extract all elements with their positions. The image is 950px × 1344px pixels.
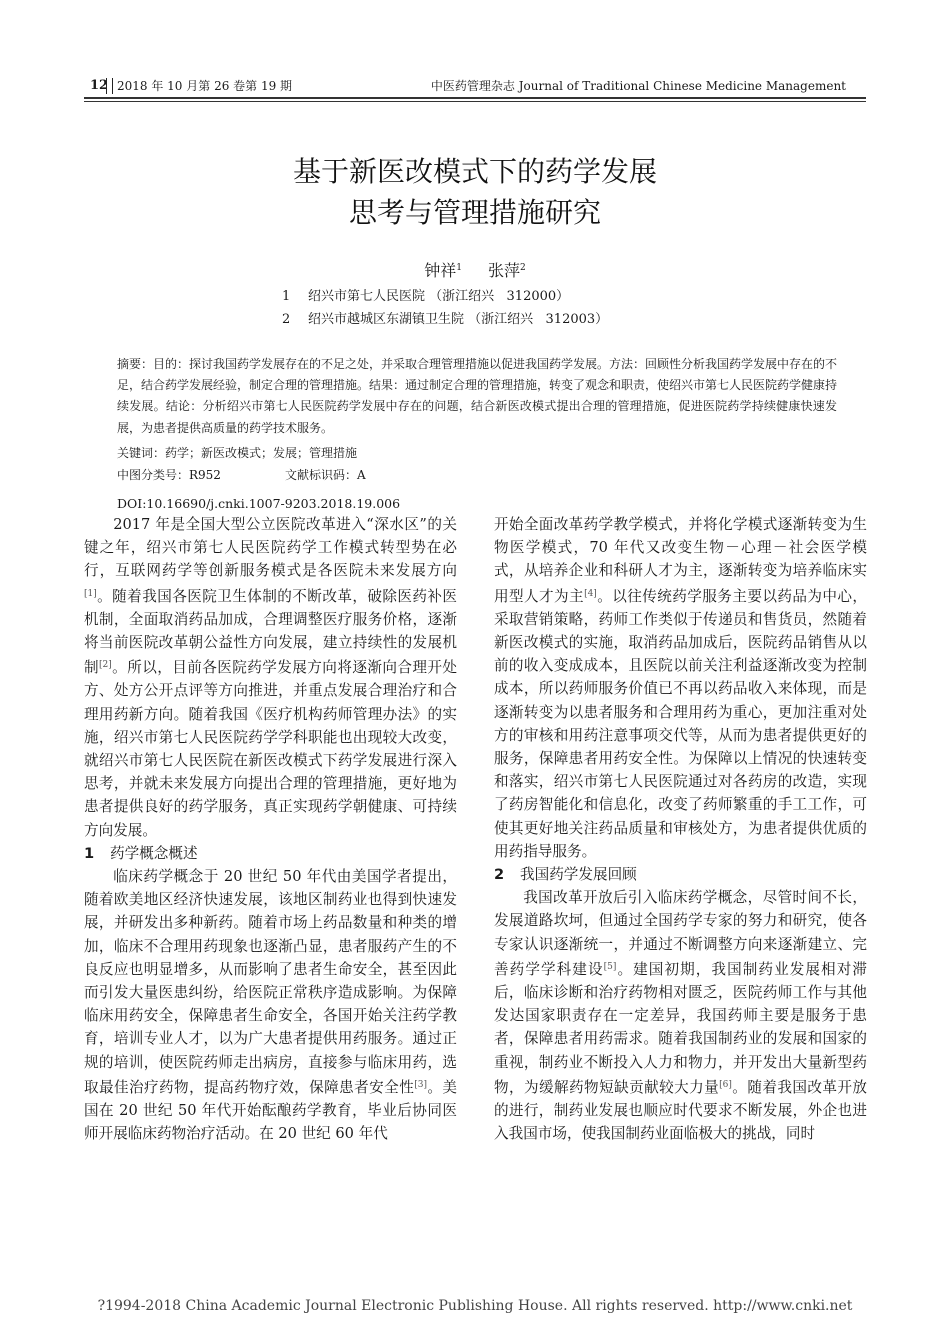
- paragraph: 我国改革开放后引入临床药学概念，尽管时间不长，发展道路坎坷，但通过全国药学专家的努力和研究，使各专家认识逐渐统一，并通过不断调整方向来逐渐建立、完善药学学科建设[5]。建国初期，我国制药业发展相对滞后，临床诊断和治疗药物相对匮乏，医院药师工作与其他发达国家职责存在一定差异，我国药师主要是服务于患者，保障患者用药需求。随着我国制药业的发展和国家的重视，制药业不断投入人力和物力，并开发出大量新型药物，为缓解药物短缺贡献较大力量[6]。随着我国改革开放的进行，制药业发展也顺应时代要求不断发展，外企也进入我国市场，使我国制药业面临极大的挑战，同时: [494, 889, 867, 1143]
- affiliation-1: [282, 287, 569, 307]
- citation-ref: [4]: [584, 588, 597, 599]
- abstract: 摘要：目的：探讨我国药学发展存在的不足之处，并采取合理管理措施以促进我国药学发展。方法：回顾性分析我国药学发展中存在的不足，结合药学发展经验，制定合理的管理措施。结果：通过制定合理的管理措施，转变了观念和职责，使绍兴市第七人民医院药学健康持续发展。结论：分析绍兴市第七人民医院药学发展中存在的问题，结合新医改模式提出合理的管理措施，促进医院药学持续健康快速发展，为患者提供高质量的药学技术服务。: [117, 357, 838, 435]
- page-number: 12: [90, 78, 109, 93]
- paragraph: 2017 年是全国大型公立医院改革进入“深水区”的关键之年，绍兴市第七人民医院药学工作模式转型势在必行，互联网药学等创新服务模式是各医院未来发展方向[1]。随着我国各医院卫生体制的不断改革，破除医药补医机制，全面取消药品加成，合理调整医疗服务价格，逐渐将当前医院改革朝公益性方向发展，建立持续性的发展机制[2]。所以，目前各医院药学发展方向将逐渐向合理开处方、处方公开点评等方向推进，并重点发展合理治疗和合理用药新方向。随着我国《医疗机构药师管理办法》的实施，绍兴市第七人民医院药学学科职能也出现较大改变，就绍兴市第七人民医院在新医改模式下药学发展进行深入思考，并就未来发展方向提出合理的管理措施，更好地为患者提供良好的药学服务，真正实现药学朝健康、可持续方向发展。: [84, 516, 457, 839]
- document-code: 文献标识码：A: [285, 468, 366, 482]
- author-name: 张萍: [488, 261, 521, 280]
- citation-ref: [2]: [99, 660, 112, 671]
- affiliation-2: [282, 310, 608, 330]
- affiliation-text: 绍兴市越城区东湖镇卫生院 （浙江绍兴 312003）: [308, 312, 609, 327]
- classification-number: 中图分类号：R952: [117, 468, 221, 482]
- citation-ref: [1]: [84, 588, 97, 599]
- section-heading-1: 1 药学概念概述: [84, 844, 198, 862]
- journal-name: 中医药管理杂志 Journal of Traditional Chinese Medicine Management: [430, 79, 846, 93]
- issue-info: 2018 年 10 月第 26 卷第 19 期: [117, 79, 293, 93]
- author-name: 钟祥: [424, 261, 457, 280]
- affiliation-number: 1: [282, 289, 291, 304]
- affiliation-number: 2: [282, 312, 291, 327]
- body-column-left: [84, 513, 457, 1145]
- keywords: 关键词：药学；新医改模式；发展；管理措施: [117, 446, 358, 460]
- body-column-right: [494, 513, 867, 1145]
- author-line: [0, 256, 950, 283]
- paragraph: 开始全面改革药学教学模式，并将化学模式逐渐转变为生物医学模式，70 年代又改变生物－心理－社会医学模式，从培养企业和科研人才为主，逐渐转变为培养临床实用型人才为主[4]。以往传统药学服务主要以药品为中心，采取营销策略，药师工作类似于传递员和售货员，然随着新医改模式的实施，取消药品加成后，医院药品销售从以前的收入变成成本，且医院以前关注利益逐渐改变为控制成本，所以药师服务价值已不再以药品收入来体现，而是逐渐转变为以患者服务和合理用药为重心，更加注重对处方的审核和用药注意事项交代等，从而为患者提供更好的服务，保障患者用药安全性。为保障以上情况的快速转变和落实，绍兴市第七人民医院通过对各药房的改造，实现了药房智能化和信息化，改变了药师繁重的手工工作，可使其更好地关注药品质量和审核处方，为患者提供优质的用药指导服务。: [494, 516, 867, 860]
- paragraph: 临床药学概念于 20 世纪 50 年代由美国学者提出，随着欧美地区经济快速发展，该地区制药业也得到快速发展，并研发出多种新药。随着市场上药品数量和种类的增加，临床不合理用药现象也逐渐凸显，患者服药产生的不良反应也明显增多，从而影响了患者生命安全，甚至因此而引发大量医患纠纷，给医院正常秩序造成影响。为保障临床用药安全，保障患者生命安全，各国开始关注药学教育，培训专业人才，以为广大患者提供用药服务。通过正规的培训，使医院药师走出病房，直接参与临床用药，选取最佳治疗药物，提高药物疗效，保障患者安全性[3]。美国在 20 世纪 50 年代开始酝酿药学教育，毕业后协同医师开展临床药物治疗活动。在 20 世纪 60 年代: [84, 868, 457, 1143]
- citation-ref: [5]: [603, 961, 617, 972]
- section-heading-2: 2 我国药学发展回顾: [494, 866, 637, 884]
- article-title-line1: 基于新医改模式下的药学发展: [292, 155, 657, 188]
- citation-ref: [3]: [414, 1079, 427, 1090]
- author-affiliation-mark: 1: [456, 263, 462, 273]
- doi: DOI:10.16690/j.cnki.1007-9203.2018.19.006: [117, 496, 401, 511]
- affiliation-text: 绍兴市第七人民医院 （浙江绍兴 312000）: [308, 289, 570, 304]
- classification-line: [117, 465, 366, 485]
- copyright-footer: ?1994-2018 China Academic Journal Electronic Publishing House. All rights reserved. http://www.cnki.net: [97, 1298, 853, 1314]
- header-rule-thick: [84, 97, 866, 99]
- header-divider-bars: [106, 78, 113, 94]
- running-header: [84, 76, 866, 96]
- article-title-line2: 思考与管理措施研究: [348, 196, 601, 229]
- author-affiliation-mark: 2: [520, 263, 526, 273]
- citation-ref: [6]: [719, 1079, 732, 1090]
- header-rule-thin: [84, 101, 866, 102]
